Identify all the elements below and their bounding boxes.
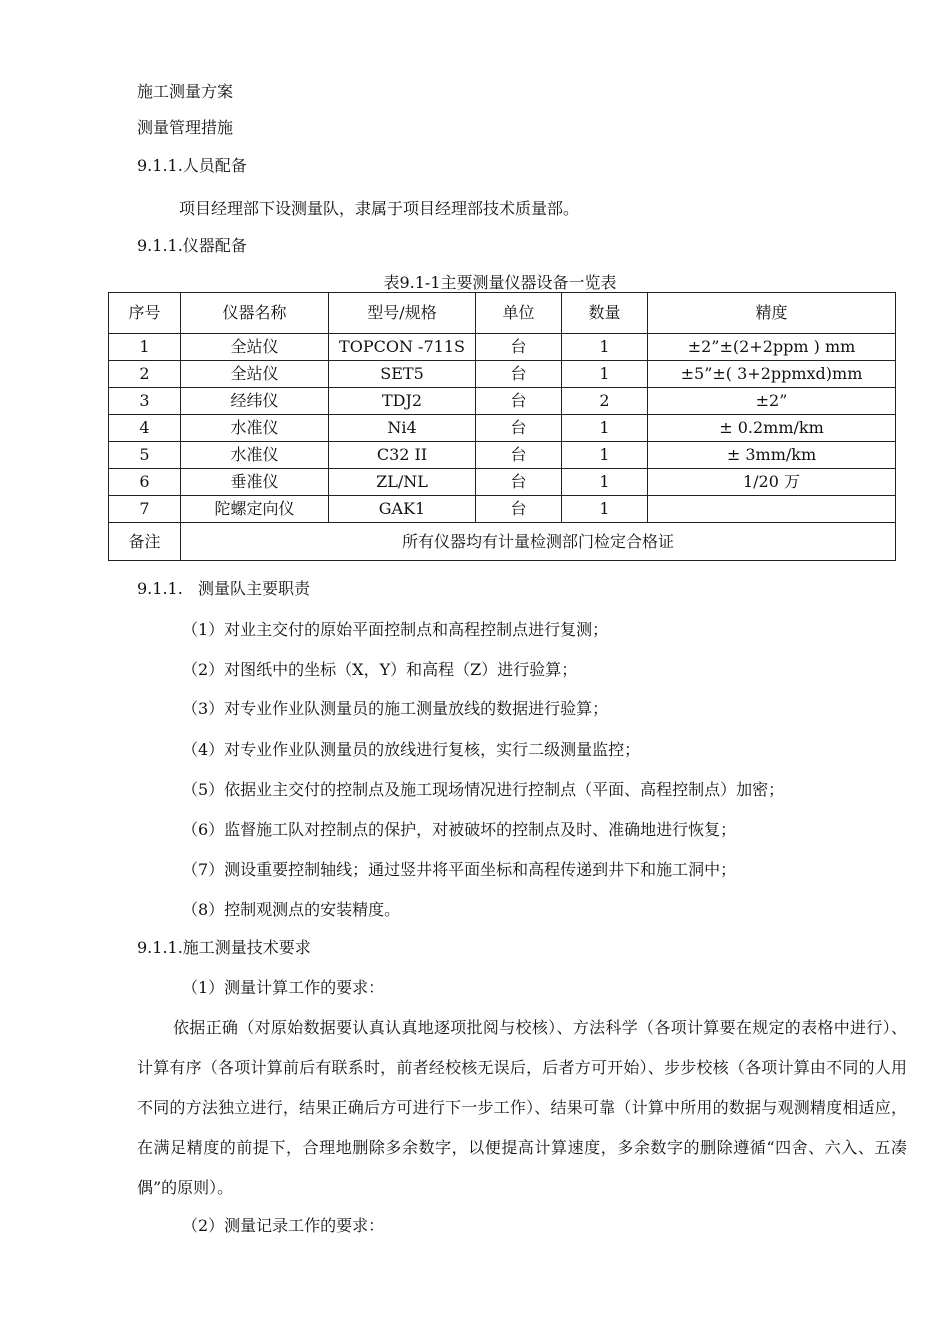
duty-item: （4）对专业作业队测量员的放线进行复核，实行二级测量监控； xyxy=(182,740,641,759)
table-cell: TOPCON -711S xyxy=(329,334,476,361)
remark-label: 备注 xyxy=(109,523,181,561)
table-cell: 1 xyxy=(562,334,648,361)
table-cell: GAK1 xyxy=(329,496,476,523)
duty-item: （1）对业主交付的原始平面控制点和高程控制点进行复测； xyxy=(182,620,609,639)
table-cell: 台 xyxy=(476,442,562,469)
table-cell: 1 xyxy=(562,469,648,496)
header-cell: 数量 xyxy=(562,293,648,334)
doc-title: 施工测量方案 xyxy=(137,82,234,101)
instrument-table xyxy=(108,292,896,561)
table-cell: 1 xyxy=(109,334,181,361)
table-cell: ± 0.2mm/km xyxy=(648,415,896,442)
table-cell: 全站仪 xyxy=(181,361,329,388)
section-heading-duties: 9.1.1. 测量队主要职责 xyxy=(137,579,311,598)
duty-item: （2）对图纸中的坐标（X，Y）和高程（Z）进行验算； xyxy=(182,660,578,679)
header-cell: 型号/规格 xyxy=(329,293,476,334)
table-row xyxy=(109,415,896,442)
table-cell: 1 xyxy=(562,496,648,523)
table-cell: 5 xyxy=(109,442,181,469)
table-cell: 水准仪 xyxy=(181,442,329,469)
table-cell: 台 xyxy=(476,361,562,388)
duty-item: （6）监督施工队对控制点的保护，对被破坏的控制点及时、准确地进行恢复； xyxy=(182,820,737,839)
table-header-row xyxy=(109,293,896,334)
table-cell: ±2”±(2+2ppm ) mm xyxy=(648,334,896,361)
section-title: 测量管理措施 xyxy=(137,118,234,137)
table-cell: 1 xyxy=(562,415,648,442)
personnel-paragraph: 项目经理部下设测量队，隶属于项目经理部技术质量部。 xyxy=(179,199,580,218)
table-cell: 垂准仪 xyxy=(181,469,329,496)
duty-item: （7）测设重要控制轴线；通过竖井将平面坐标和高程传递到井下和施工洞中； xyxy=(182,860,737,879)
table-cell: 台 xyxy=(476,388,562,415)
table-cell: 经纬仪 xyxy=(181,388,329,415)
header-cell: 仪器名称 xyxy=(181,293,329,334)
table-cell: 台 xyxy=(476,334,562,361)
table-cell: 1/20 万 xyxy=(648,469,896,496)
table-cell: 1 xyxy=(562,442,648,469)
table-cell: 6 xyxy=(109,469,181,496)
header-cell: 序号 xyxy=(109,293,181,334)
table-cell: SET5 xyxy=(329,361,476,388)
table-cell: ± 3mm/km xyxy=(648,442,896,469)
table-cell: C32 II xyxy=(329,442,476,469)
table-caption: 表9.1-1主要测量仪器设备一览表 xyxy=(383,273,617,292)
table-cell: 台 xyxy=(476,496,562,523)
table-cell: 2 xyxy=(562,388,648,415)
table-cell: 4 xyxy=(109,415,181,442)
table-remark-row xyxy=(109,523,896,561)
table-cell: 全站仪 xyxy=(181,334,329,361)
duty-item: （8）控制观测点的安装精度。 xyxy=(182,900,401,919)
table-cell: TDJ2 xyxy=(329,388,476,415)
table-row xyxy=(109,469,896,496)
table-cell: 台 xyxy=(476,469,562,496)
tech-subheading: （1）测量计算工作的要求： xyxy=(182,978,385,997)
table-cell: 7 xyxy=(109,496,181,523)
table-row xyxy=(109,496,896,523)
duty-item: （3）对专业作业队测量员的施工测量放线的数据进行验算； xyxy=(182,699,609,718)
table-row xyxy=(109,361,896,388)
table-cell: 1 xyxy=(562,361,648,388)
table-cell: 2 xyxy=(109,361,181,388)
remark-text: 所有仪器均有计量检测部门检定合格证 xyxy=(181,523,896,561)
table-cell: ±2” xyxy=(648,388,896,415)
table-cell: 陀螺定向仪 xyxy=(181,496,329,523)
table-cell: ±5”±( 3+2ppmxd)mm xyxy=(648,361,896,388)
table-row xyxy=(109,334,896,361)
table-cell: 水准仪 xyxy=(181,415,329,442)
header-cell: 精度 xyxy=(648,293,896,334)
section-heading-instruments: 9.1.1.仪器配备 xyxy=(137,236,247,255)
tech-subheading: （2）测量记录工作的要求： xyxy=(182,1216,385,1235)
table-cell: Ni4 xyxy=(329,415,476,442)
header-cell: 单位 xyxy=(476,293,562,334)
table-row xyxy=(109,388,896,415)
table-row xyxy=(109,442,896,469)
section-heading-tech: 9.1.1.施工测量技术要求 xyxy=(137,938,311,957)
tech-paragraph: 依据正确（对原始数据要认真认真地逐项批阅与校核）、方法科学（各项计算要在规定的表格中进行）、计算有序（各项计算前后有联系时，前者经校核无误后，后者方可开始）、步步校核（各项计算由不同的人用不同的方法独立进行，结果正确后方可进行下一步工作）、结果可靠（计算中所用的数据与观测精度相适应，在满足精度的前提下，合理地删除多余数字，以便提高计算速度，多余数字的删除遵循“四舍、六入、五凑偶”的原则）。 xyxy=(137,1018,907,1197)
section-heading-personnel: 9.1.1.人员配备 xyxy=(137,156,247,175)
table-cell xyxy=(648,496,896,523)
table-cell: ZL/NL xyxy=(329,469,476,496)
table-cell: 台 xyxy=(476,415,562,442)
table-cell: 3 xyxy=(109,388,181,415)
duty-item: （5）依据业主交付的控制点及施工现场情况进行控制点（平面、高程控制点）加密； xyxy=(182,780,785,799)
